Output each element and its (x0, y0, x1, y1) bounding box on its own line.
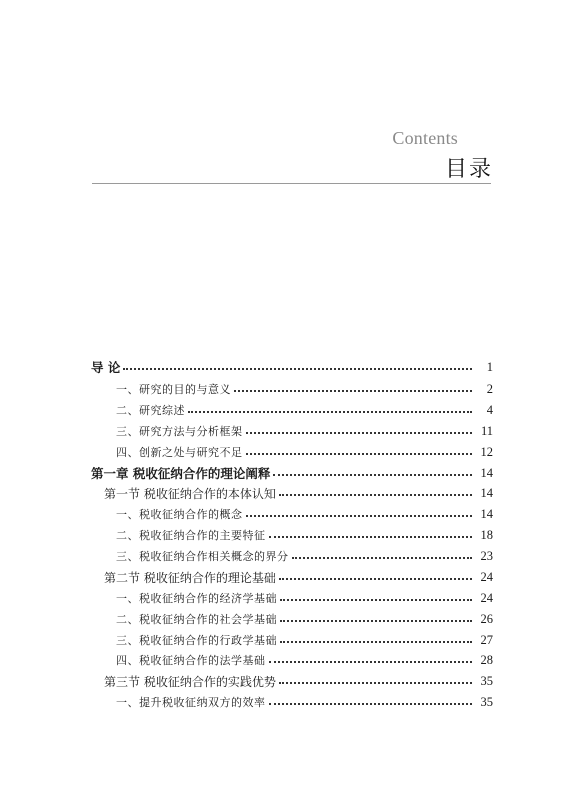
toc-leader-dots (280, 641, 472, 643)
toc-entry (0, 357, 581, 377)
toc-entry (0, 442, 581, 462)
toc-entry-title: 第一节 税收征纳合作的本体认知 (104, 486, 276, 501)
toc-entry (0, 630, 581, 650)
toc-entry-page-number: 23 (480, 548, 493, 563)
toc-leader-dots (234, 390, 472, 392)
toc-entry-title: 二、税收征纳合作的主要特征 (116, 529, 266, 542)
toc-entry-page-number: 1 (486, 359, 493, 374)
toc-leader-dots (246, 515, 473, 517)
toc-leader-dots (280, 599, 472, 601)
toc-entry-page-number: 26 (480, 611, 493, 626)
toc-entry (0, 650, 581, 670)
toc-entry-page-number: 2 (486, 381, 493, 396)
toc-entry (0, 421, 581, 441)
toc-entry (0, 463, 581, 483)
contents-heading-en: Contents (392, 128, 458, 148)
header-divider (92, 183, 491, 184)
toc-entry-page-number: 35 (480, 673, 493, 688)
toc-entry-title: 一、提升税收征纳双方的效率 (116, 696, 266, 709)
toc-leader-dots (246, 453, 473, 455)
toc-leader-dots (279, 682, 472, 684)
toc-leader-dots (269, 661, 473, 663)
toc-entry-title: 第三节 税收征纳合作的实践优势 (104, 674, 276, 689)
toc-entry (0, 609, 581, 629)
toc-leader-dots (188, 411, 472, 413)
toc-leader-dots (123, 368, 472, 370)
toc-entry-page-number: 35 (480, 694, 493, 709)
toc-entry-page-number: 12 (480, 444, 493, 459)
toc-entry-page-number: 18 (480, 527, 493, 542)
toc-entry (0, 483, 581, 503)
toc-leader-dots (279, 578, 472, 580)
toc-entry-title: 一、税收征纳合作的经济学基础 (116, 592, 277, 605)
toc-entry-title: 三、税收征纳合作相关概念的界分 (116, 550, 289, 563)
contents-heading-cn: 目录 (444, 157, 493, 182)
toc-entry-title: 导 论 (91, 360, 121, 375)
toc-entry-title: 二、研究综述 (116, 404, 185, 417)
toc-entry-title: 四、税收征纳合作的法学基础 (116, 654, 266, 667)
toc-leader-dots (269, 703, 473, 705)
toc-entry-title: 二、税收征纳合作的社会学基础 (116, 613, 277, 626)
toc-entry (0, 379, 581, 399)
toc-entry-page-number: 11 (480, 423, 493, 438)
toc-entry-page-number: 4 (486, 402, 493, 417)
toc-entry (0, 525, 581, 545)
toc-leader-dots (269, 536, 473, 538)
toc-entry-page-number: 24 (480, 569, 493, 584)
toc-entry-page-number: 14 (480, 485, 493, 500)
toc-entry-page-number: 28 (480, 652, 493, 667)
toc-leader-dots (246, 432, 473, 434)
toc-leader-dots (280, 620, 472, 622)
toc-entry (0, 400, 581, 420)
toc-entry (0, 692, 581, 712)
toc-entry (0, 546, 581, 566)
toc-entry-page-number: 24 (480, 590, 493, 605)
toc-entry (0, 567, 581, 587)
toc-entry (0, 504, 581, 524)
toc-entry-title: 四、创新之处与研究不足 (116, 446, 243, 459)
toc-entry-title: 一、税收征纳合作的概念 (116, 508, 243, 521)
toc-entry (0, 671, 581, 691)
toc-entry-title: 三、研究方法与分析框架 (116, 425, 243, 438)
toc-entry-page-number: 14 (480, 465, 493, 480)
toc-leader-dots (279, 494, 472, 496)
toc-entry-page-number: 27 (480, 632, 493, 647)
toc-leader-dots (292, 557, 473, 559)
toc-entry-title: 第二节 税收征纳合作的理论基础 (104, 570, 276, 585)
toc-entry (0, 588, 581, 608)
toc-entry-title: 三、税收征纳合作的行政学基础 (116, 634, 277, 647)
toc-entry-title: 第一章 税收征纳合作的理论阐释 (91, 466, 271, 481)
toc-entry-page-number: 14 (480, 506, 493, 521)
toc-entry-title: 一、研究的目的与意义 (116, 383, 231, 396)
toc-leader-dots (273, 474, 472, 476)
